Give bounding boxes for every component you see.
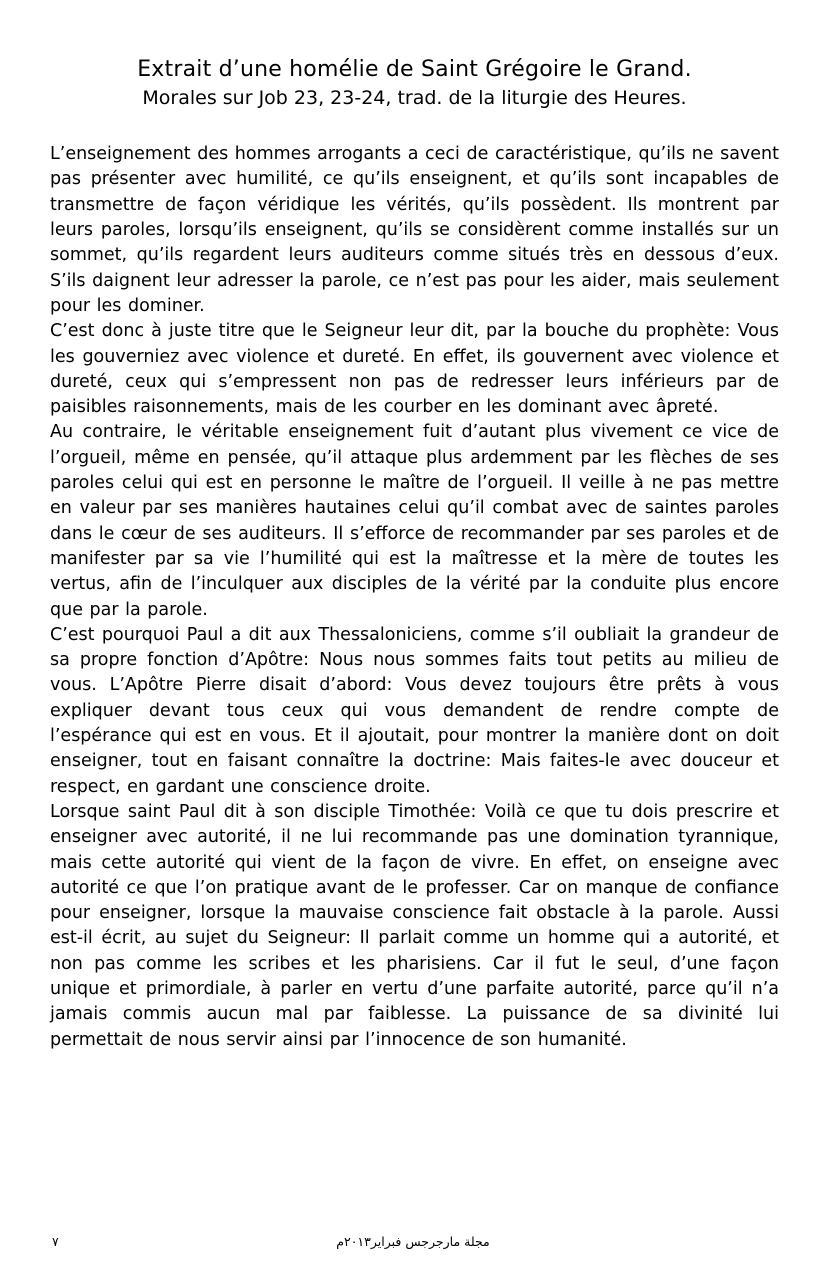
paragraph-5: Lorsque saint Paul dit à son disciple Timothée: Voilà ce que tu dois prescrire et enseigner avec autorité, il ne lui recommande pas une domination tyrannique, mais cette autorité qui vient de la façon de vivre. En effet, on enseigne avec autorité ce que l’on pratique avant de le professer. Car on manque de confiance pour enseigner, lorsque la mauvaise conscience fait obstacle à la parole. Aussi est-il écrit, au sujet du Seigneur: Il parlait comme un homme qui a autorité, et non pas comme les scribes et les pharisiens. Car il fut le seul, d’une façon unique et primordiale, à parler en vertu d’une parfaite autorité, parce qu’il n’a jamais commis aucun mal par faiblesse. La puissance de sa divinité lui permettait de nous servir ainsi par l’innocence de son humanité. (50, 801, 779, 1050)
paragraph-2: C’est donc à juste titre que le Seigneur leur dit, par la bouche du prophète: Vous les gouverniez avec violence et dureté. En effet, ils gouvernent avec violence et dureté, ceux qui s’empressent non pas de redresser leurs inférieurs par de paisibles raisonnements, mais de les courber en les dominant avec âpreté. (50, 321, 779, 418)
document-subtitle: Morales sur Job 23, 23-24, trad. de la liturgie des Heures. (142, 86, 687, 109)
document-title: Extrait d’une homélie de Saint Grégoire le Grand. (137, 57, 692, 82)
footer-journal-caption: مجلة مارجرجس فبراير٢٠١٣م (336, 1234, 490, 1249)
paragraph-1: L’enseignement des hommes arrogants a ceci de caractéristique, qu’ils ne savent pas présenter avec humilité, ce qu’ils enseignent, et qu’ils sont incapables de transmettre de façon véridique les vérités, qu’ils possèdent. Ils montrent par leurs paroles, lorsqu’ils enseignent, qu’ils se considèrent comme installés sur un sommet, qu’ils regardent leurs auditeurs comme situés très en dessous d’eux. S’ils daignent leur adresser la parole, ce n’est pas pour les aider, mais seulement pour les dominer. (50, 144, 779, 316)
page-footer (0, 1231, 826, 1249)
paragraph-3: Au contraire, le véritable enseignement fuit d’autant plus vivement ce vice de l’orgueil, même en pensée, qu’il attaque plus ardemment par les flèches de ses paroles celui qui est en personne le maître de l’orgueil. Il veille à ne pas mettre en valeur par ses manières hautaines celui qu’il combat avec de saintes paroles dans le cœur de ses auditeurs. Il s’efforce de recommander par ses paroles et de manifester par sa vie l’humilité qui est la maîtresse et la mère de toutes les vertus, afin de l’inculquer aux disciples de la vérité par la conduite plus encore que par la parole. (50, 422, 779, 620)
footer-page-number: ٧ (52, 1234, 59, 1249)
paragraph-4: C’est pourquoi Paul a dit aux Thessaloniciens, comme s’il oubliait la grandeur de sa propre fonction d’Apôtre: Nous nous sommes faits tout petits au milieu de vous. L’Apôtre Pierre disait d’abord: Vous devez toujours être prêts à vous expliquer devant tous ceux qui vous demandent de rendre compte de l’espérance qui est en vous. Et il ajoutait, pour montrer la manière dont on doit enseigner, tout en faisant connaître la doctrine: Mais faites-le avec douceur et respect, en gardant une conscience droite. (50, 624, 779, 797)
document-body (50, 142, 779, 1053)
